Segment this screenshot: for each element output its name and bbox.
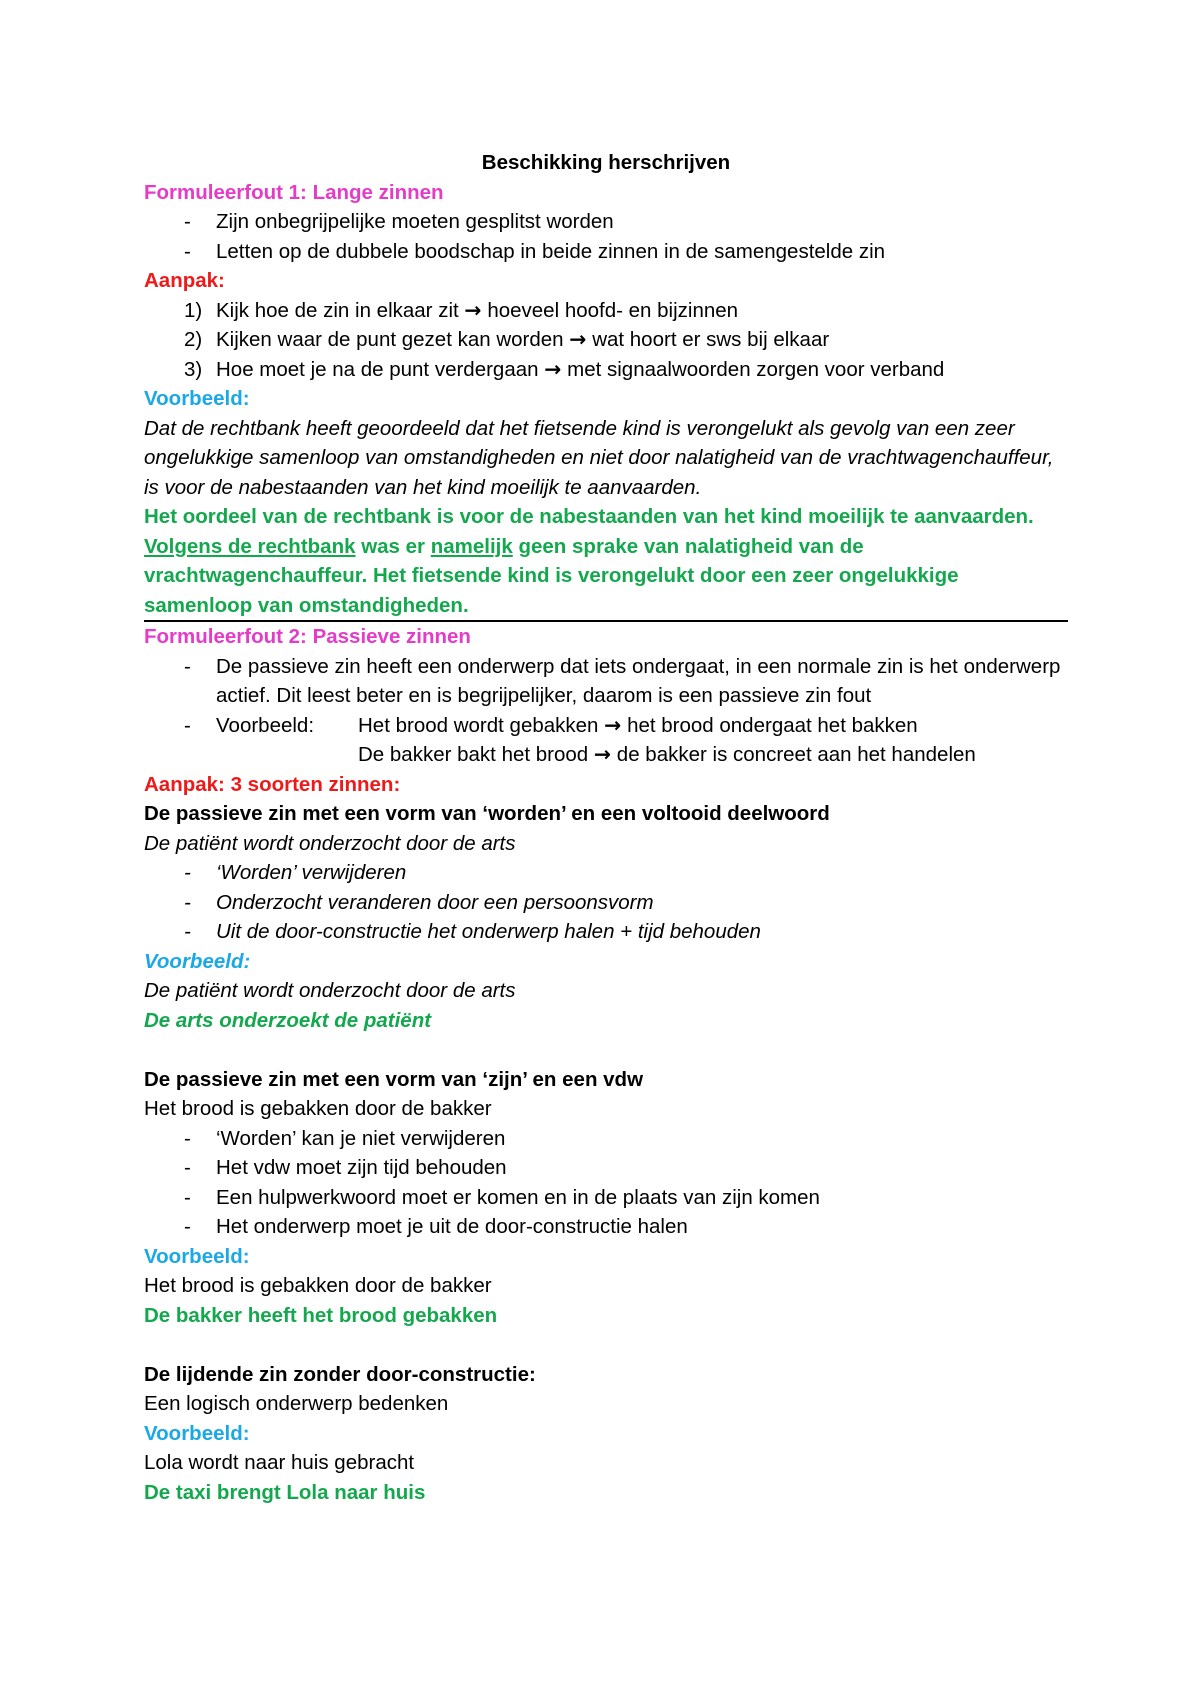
voorbeeld-label: Voorbeeld:	[144, 387, 250, 410]
list-item	[144, 237, 1068, 267]
example-sentence: Het brood is gebakken door de bakker	[144, 1097, 492, 1120]
bullet-marker: -	[184, 1156, 191, 1179]
bullet-marker: -	[184, 1126, 191, 1150]
bullet-marker: -	[184, 654, 191, 678]
bullet-marker: -	[184, 890, 191, 914]
arrow-right-icon: →	[593, 742, 612, 766]
subheading: De passieve zin met een vorm van ‘worden’ en een voltooid deelwoord	[144, 802, 830, 825]
list-item	[144, 207, 1068, 237]
example-original: Dat de rechtbank heeft geoordeeld dat het fietsende kind is verongelukt als gevolg van een zeer ongelukkige samenloop van omstandigheden en niet door nalatigheid van de vrachtwagenchauffeur, is voor de nabestaanden van het kind moeilijk te aanvaarden.	[144, 416, 1054, 499]
page-title: Beschikking herschrijven	[481, 151, 731, 174]
bullet-text: De passieve zin heeft een onderwerp dat iets ondergaat, in een normale zin is het onderwerp actief. Dit leest beter en is begrijpelijker, daarom is een passieve zin fout	[216, 654, 1061, 707]
section2-heading: Formuleerfout 2: Passieve zinnen	[144, 625, 471, 648]
body-text: Een logisch onderwerp bedenken	[144, 1392, 449, 1415]
example-passive: Het brood wordt gebakken	[358, 713, 599, 737]
section1-heading: Formuleerfout 1: Lange zinnen	[144, 180, 444, 204]
bullet-text: Het vdw moet zijn tijd behouden	[216, 1156, 507, 1179]
document-content	[144, 148, 1068, 1507]
list-item	[144, 888, 1068, 918]
list-item	[144, 711, 1068, 770]
subheading: De lijdende zin zonder door-constructie:	[144, 1362, 536, 1386]
voorbeeld-label: Voorbeeld:	[144, 1421, 250, 1445]
arrow-right-icon: →	[569, 327, 587, 351]
bullet-marker: -	[184, 920, 191, 943]
numbered-step	[144, 325, 1068, 355]
step-number: 3)	[184, 357, 203, 381]
step-result: hoeveel hoofd- en bijzinnen	[487, 298, 739, 322]
bullet-marker: -	[184, 861, 191, 884]
step-result: met signaalwoorden zorgen voor verband	[567, 357, 945, 381]
bullet-text: Een hulpwerkwoord moet er komen en in de plaats van zijn komen	[216, 1185, 820, 1209]
step-text: Kijk hoe de zin in elkaar zit	[216, 298, 459, 322]
example-rewrite: De taxi brengt Lola naar huis	[144, 1480, 426, 1504]
step-number: 1)	[184, 298, 203, 322]
step-number: 2)	[184, 328, 203, 351]
bullet-marker: -	[184, 239, 191, 263]
numbered-step	[144, 355, 1068, 385]
numbered-step	[144, 296, 1068, 326]
example-original: Lola wordt naar huis gebracht	[144, 1451, 415, 1474]
bullet-text: Onderzocht veranderen door een persoonsvorm	[216, 890, 654, 914]
example-rewrite: De arts onderzoekt de patiënt	[144, 1008, 432, 1032]
example-original: De patiënt wordt onderzocht door de arts	[144, 979, 516, 1002]
step-result: wat hoort er sws bij elkaar	[592, 328, 830, 351]
bullet-text: Het onderwerp moet je uit de door-constructie halen	[216, 1215, 688, 1238]
list-item	[144, 1124, 1068, 1154]
list-item	[144, 1153, 1068, 1183]
example-original: Het brood is gebakken door de bakker	[144, 1274, 492, 1297]
bullet-text: Uit de door-constructie het onderwerp halen + tijd behouden	[216, 920, 761, 943]
arrow-right-icon: →	[604, 712, 622, 737]
bullet-marker: -	[184, 713, 191, 737]
subheading: De passieve zin met een vorm van ‘zijn’ en een vdw	[144, 1067, 644, 1091]
example-explanation: het brood ondergaat het bakken	[627, 713, 918, 737]
bullet-text: ‘Worden’ verwijderen	[216, 861, 407, 884]
list-item	[144, 652, 1068, 711]
aanpak-label: Aanpak: 3 soorten zinnen:	[144, 772, 401, 796]
bullet-text: Letten op de dubbele boodschap in beide zinnen in de samengestelde zin	[216, 239, 886, 263]
bullet-marker: -	[184, 1215, 191, 1238]
arrow-right-icon: →	[464, 297, 482, 322]
underlined-word: namelijk	[430, 534, 513, 558]
arrow-right-icon: →	[544, 356, 562, 381]
bullet-marker: -	[184, 210, 191, 233]
example-explanation: de bakker is concreet aan het handelen	[616, 743, 976, 766]
bullet-text: ‘Worden’ kan je niet verwijderen	[216, 1126, 506, 1150]
example-rewrite: Het oordeel van de rechtbank is voor de nabestaanden van het kind moeilijk te aanvaarden. Volgens de rechtbank was er namelijk geen sprake van nalatigheid van de vrachtwagenchauffeur. Het fietsende kind is verongelukt door een zeer ongelukkige samenloop van omstandigheden.	[144, 505, 1034, 617]
voorbeeld-label: Voorbeeld:	[144, 949, 251, 973]
list-item	[144, 858, 1068, 888]
example-sentence: De patiënt wordt onderzocht door de arts	[144, 831, 516, 855]
example-label: Voorbeeld:	[216, 713, 315, 737]
step-text: Kijken waar de punt gezet kan worden	[216, 328, 564, 351]
step-text: Hoe moet je na de punt verdergaan	[216, 357, 539, 381]
example-rewrite: De bakker heeft het brood gebakken	[144, 1303, 498, 1327]
list-item	[144, 1212, 1068, 1242]
voorbeeld-label: Voorbeeld:	[144, 1244, 250, 1268]
bullet-marker: -	[184, 1185, 191, 1209]
list-item	[144, 917, 1068, 947]
bullet-text: Zijn onbegrijpelijke moeten gesplitst worden	[216, 210, 614, 233]
list-item	[144, 1183, 1068, 1213]
aanpak-label: Aanpak:	[144, 269, 225, 292]
underlined-phrase: Volgens de rechtbank	[144, 534, 356, 558]
example-active: De bakker bakt het brood	[358, 743, 589, 766]
